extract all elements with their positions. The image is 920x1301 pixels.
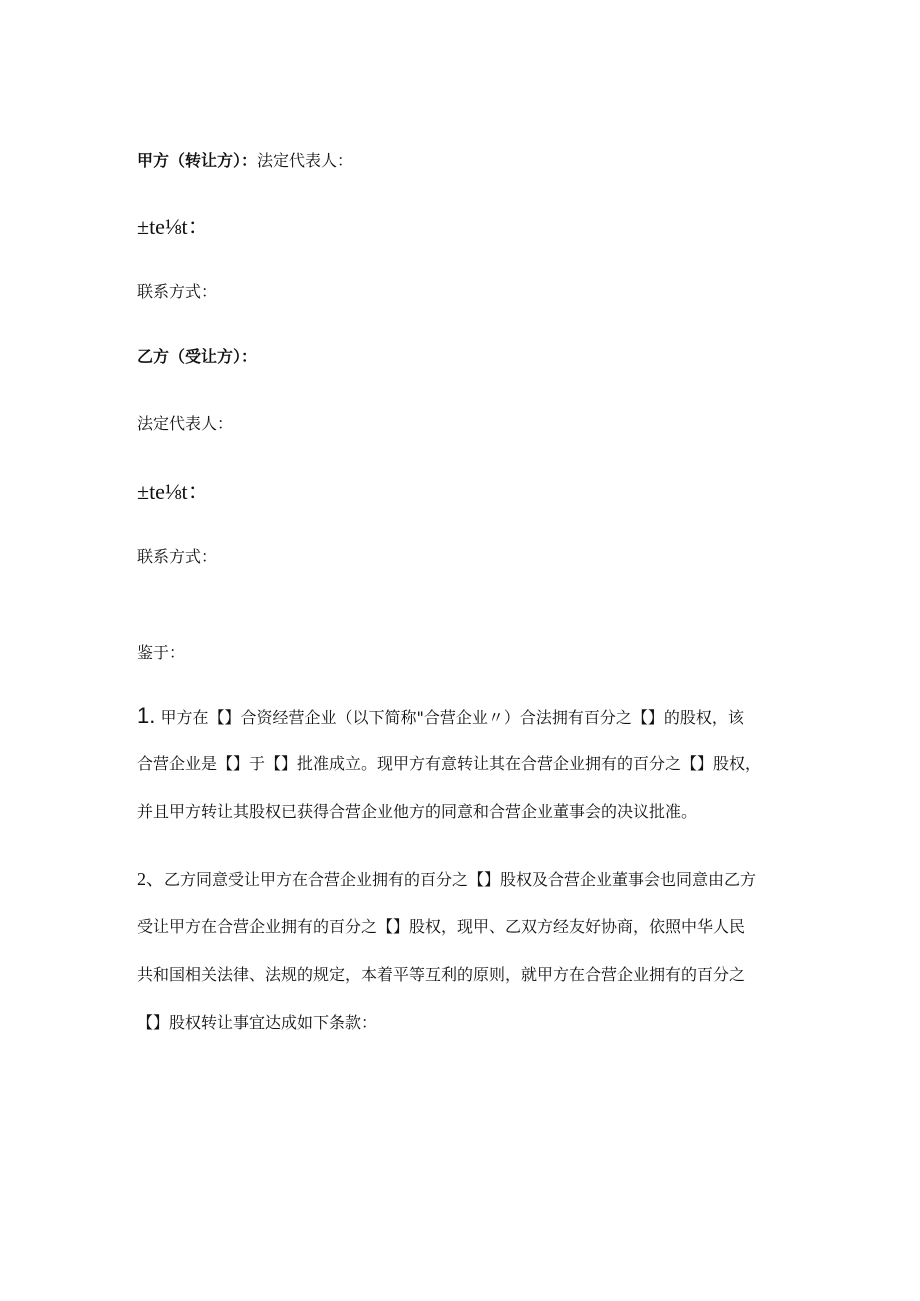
party-b-heading: 乙方（受让方）： bbox=[137, 347, 258, 366]
party-a-line bbox=[137, 150, 353, 172]
clause-1-line: 合营企业是【】于【】批准成立。现甲方有意转让其在合营企业拥有的百分之【】股权， bbox=[137, 754, 762, 773]
party-a-rep-label: 法定代表人： bbox=[257, 151, 354, 170]
clause-2 bbox=[137, 868, 807, 1034]
party-a-address-label: ±te⅛t： bbox=[137, 214, 210, 239]
party-b-contact-label: 联系方式： bbox=[137, 547, 218, 566]
clause-2-line-text: 乙方同意受让甲方在合营企业拥有的百分之【】股权及合营企业董事会也同意由乙方 bbox=[164, 870, 757, 889]
clause-1 bbox=[137, 705, 807, 823]
clause-2-number: 2、 bbox=[137, 869, 164, 889]
clause-1-number: 1. bbox=[137, 703, 156, 728]
clause-1-line: 并且甲方转让其股权已获得合营企业他方的同意和合营企业董事会的决议批准。 bbox=[137, 802, 698, 821]
party-a-heading: 甲方（转让方）： bbox=[137, 151, 258, 170]
clause-1-line bbox=[137, 705, 807, 727]
party-b-rep-label: 法定代表人： bbox=[137, 414, 234, 433]
recitals-title: 鉴于： bbox=[137, 643, 186, 662]
clause-2-line bbox=[137, 868, 807, 890]
party-b-address-label: ±te⅛t： bbox=[137, 479, 210, 504]
clause-2-line: 共和国相关法律、法规的规定，本着平等互利的原则，就甲方在合营企业拥有的百分之 bbox=[137, 965, 746, 984]
clause-1-line-text: 甲方在【】合资经营企业（以下简称"合营企业〃）合法拥有百分之【】的股权，该 bbox=[160, 708, 744, 727]
party-a-contact-label: 联系方式： bbox=[137, 282, 218, 301]
clause-2-line: 【】股权转让事宜达成如下条款： bbox=[137, 1013, 378, 1032]
clause-2-line: 受让甲方在合营企业拥有的百分之【】股权，现甲、乙双方经友好协商，依照中华人民 bbox=[137, 917, 746, 936]
